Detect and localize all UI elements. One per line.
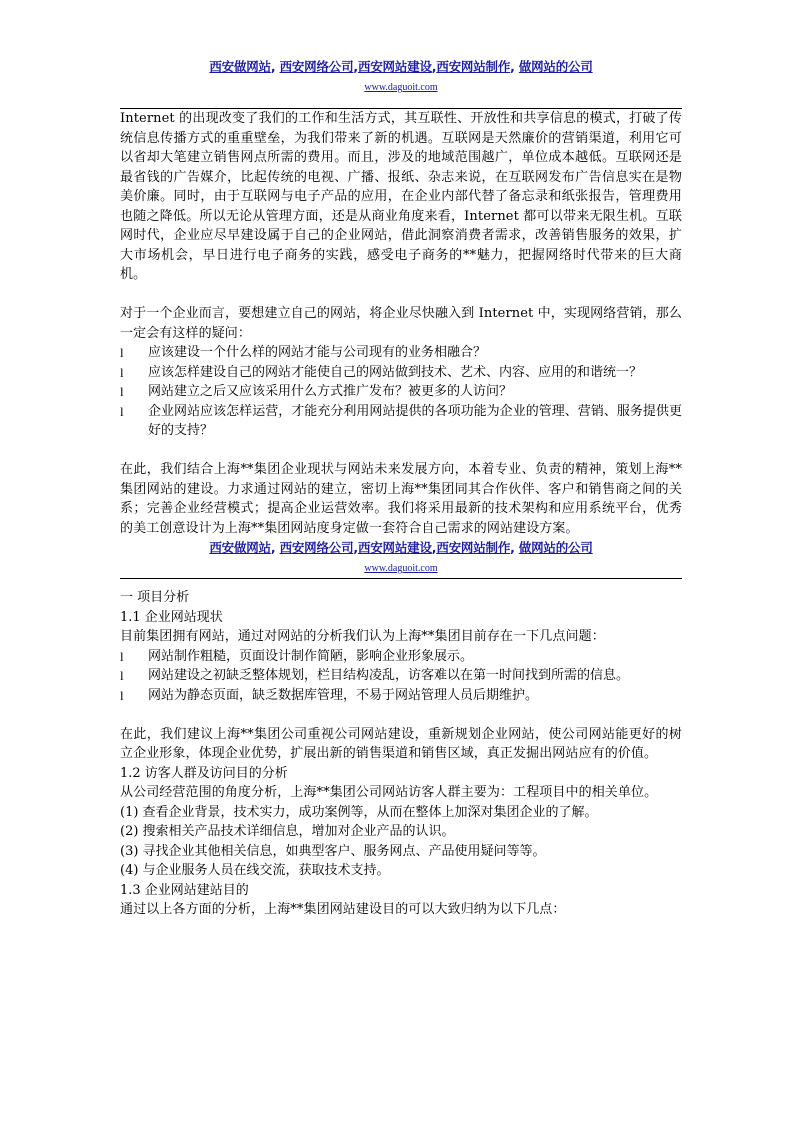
header-link-xian-zuo-wangzhan[interactable]: 西安做网站 <box>209 540 271 555</box>
bullet-marker: l <box>120 403 124 419</box>
intro-section <box>120 109 682 538</box>
header-link-xian-wangluo-gongsi[interactable]: 西安网络公司 <box>279 540 354 555</box>
list-item-text: 网站建立之后又应该采用什么方式推广发布？被更多的人访问？ <box>148 384 513 399</box>
list-item-text: 网站制作粗糙，页面设计制作简陋，影响企业形象展示。 <box>148 648 474 664</box>
header-link-xian-zuo-wangzhan[interactable]: 西安做网站 <box>209 59 271 74</box>
header-links: 西安做网站, 西安网络公司,西安网站建设,西安网站制作, 做网站的公司 <box>209 540 593 555</box>
list-item <box>120 363 682 383</box>
list-item <box>120 402 682 441</box>
list-item-text: 应该建设一个什么样的网站才能与公司现有的业务相融合？ <box>148 345 487 360</box>
header-link-xian-wangluo-gongsi[interactable]: 西安网络公司 <box>279 59 354 74</box>
spacer <box>120 285 682 305</box>
subsection-heading: 1.1 企业网站现状 <box>120 609 223 625</box>
subsection-heading: 1.3 企业网站建站目的 <box>120 882 249 898</box>
list-item <box>120 382 682 402</box>
list-item <box>120 343 682 363</box>
header-links: 西安做网站, 西安网络公司,西安网站建设,西安网站制作, 做网站的公司 <box>209 59 593 74</box>
bullet-marker: l <box>120 687 124 703</box>
subsection-heading: 1.2 访客人群及访问目的分析 <box>120 765 288 781</box>
list-item <box>120 666 682 686</box>
list-item-text: 网站为静态页面，缺乏数据库管理，不易于网站管理人员后期维护。 <box>148 687 539 703</box>
header-link-xian-wangzhan-jianshe[interactable]: 西安网站建设 <box>357 59 432 74</box>
spacer <box>120 441 682 461</box>
list-item-text: 企业网站应该怎样运营，才能充分利用网站提供的各项功能为企业的管理、营销、服务提供更好的支持？ <box>148 403 682 438</box>
numbered-item: (2) 搜索相关产品技术详细信息，增加对企业产品的认识。 <box>120 824 455 839</box>
bullet-marker: l <box>120 364 124 380</box>
header-url-link[interactable]: www.daguoit.com <box>364 563 438 574</box>
purpose-paragraph: 通过以上各方面的分析，上海**集团网站建设目的可以大致归纳为以下几点： <box>120 902 566 917</box>
plan-paragraph: 在此，我们结合上海**集团企业现状与网站未来发展方向，本着专业、负责的精神，策划上海**集团网站的建设。力求通过网站的建立，密切上海**集团同其合作伙伴、客户和销售商之间的关系；完善企业经营模式；提高企业运营效率。我们将采用最新的技术架构和应用系统平台，优秀的美工创意设计为上海**集团网站度身定做一套符合自己需求的网站建设方案。 <box>120 462 682 536</box>
header-url-link[interactable]: www.daguoit.com <box>364 82 438 93</box>
header-link-zuo-wangzhan-gongsi[interactable]: 做网站的公司 <box>518 59 593 74</box>
header-link-xian-wangzhan-jianshe[interactable]: 西安网站建设 <box>357 540 432 555</box>
recommendation-paragraph: 在此，我们建议上海**集团公司重视公司网站建设，重新规划企业网站，使公司网站能更好的树立企业形象，体现企业优势，扩展出新的销售渠道和销售区域，真正发掘出网站应有的价值。 <box>120 726 682 761</box>
list-item <box>120 686 682 706</box>
bullet-marker: l <box>120 648 124 664</box>
bullet-marker: l <box>120 345 124 360</box>
numbered-item: (1) 查看企业背景，技术实力，成功案例等，从而在整体上加深对集团企业的了解。 <box>120 804 598 820</box>
question-intro-paragraph: 对于一个企业而言，要想建立自己的网站，将企业尽快融入到 Internet 中，实现网络营销，那么一定会有这样的疑问： <box>120 306 682 341</box>
list-item-text: 应该怎样建设自己的网站才能使自己的网站做到技术、艺术、内容、应用的和谐统一？ <box>148 364 643 380</box>
header-divider <box>120 578 682 579</box>
header-link-xian-wangzhan-zhizuo[interactable]: 西安网站制作 <box>436 59 511 74</box>
bullet-marker: l <box>120 668 124 683</box>
status-intro-paragraph: 目前集团拥有网站，通过对网站的分析我们认为上海**集团目前存在一下几点问题： <box>120 629 605 644</box>
numbered-item: (4) 与企业服务人员在线交流，获取技术支持。 <box>120 863 390 878</box>
list-item <box>120 647 682 667</box>
spacer <box>120 705 682 725</box>
numbered-item: (3) 寻找企业其他相关信息，如典型客户、服务网点、产品使用疑问等等。 <box>120 843 546 859</box>
analysis-section <box>120 588 682 920</box>
intro-paragraph: Internet 的出现改变了我们的工作和生活方式，其互联性、开放性和共享信息的模式，打破了传统信息传播方式的重重壁垒，为我们带来了新的机遇。互联网是天然廉价的营销渠道，利用它可以省却大笔建立销售网点所需的费用。而且，涉及的地域范围越广，单位成本越低。互联网还是最省钱的广告媒介，比起传统的电视、广播、报纸、杂志来说，在互联网发布广告信息实在是物美价廉。同时，由于互联网与电子产品的应用，在企业内部代替了备忘录和纸张报告，管理费用也随之降低。所以无论从管理方面，还是从商业角度来看，Internet 都可以带来无限生机。互联网时代，企业应尽早建设属于自己的企业网站，借此洞察消费者需求，改善销售服务的效果，扩大市场机会，早日进行电子商务的实践，感受电子商务的**魅力，把握网络时代带来的巨大商机。 <box>120 111 682 282</box>
header-link-xian-wangzhan-zhizuo[interactable]: 西安网站制作 <box>436 540 511 555</box>
section-heading: 一 项目分析 <box>120 590 190 605</box>
page-header-middle <box>120 540 682 575</box>
header-link-zuo-wangzhan-gongsi[interactable]: 做网站的公司 <box>518 540 593 555</box>
bullet-marker: l <box>120 384 124 399</box>
page-header-top <box>120 59 682 94</box>
list-item-text: 网站建设之初缺乏整体规划，栏目结构凌乱，访客难以在第一时间找到所需的信息。 <box>148 668 630 683</box>
document-page <box>120 0 682 920</box>
visitors-paragraph: 从公司经营范围的角度分析，上海**集团公司网站访客人群主要为：工程项目中的相关单位。 <box>120 785 658 800</box>
